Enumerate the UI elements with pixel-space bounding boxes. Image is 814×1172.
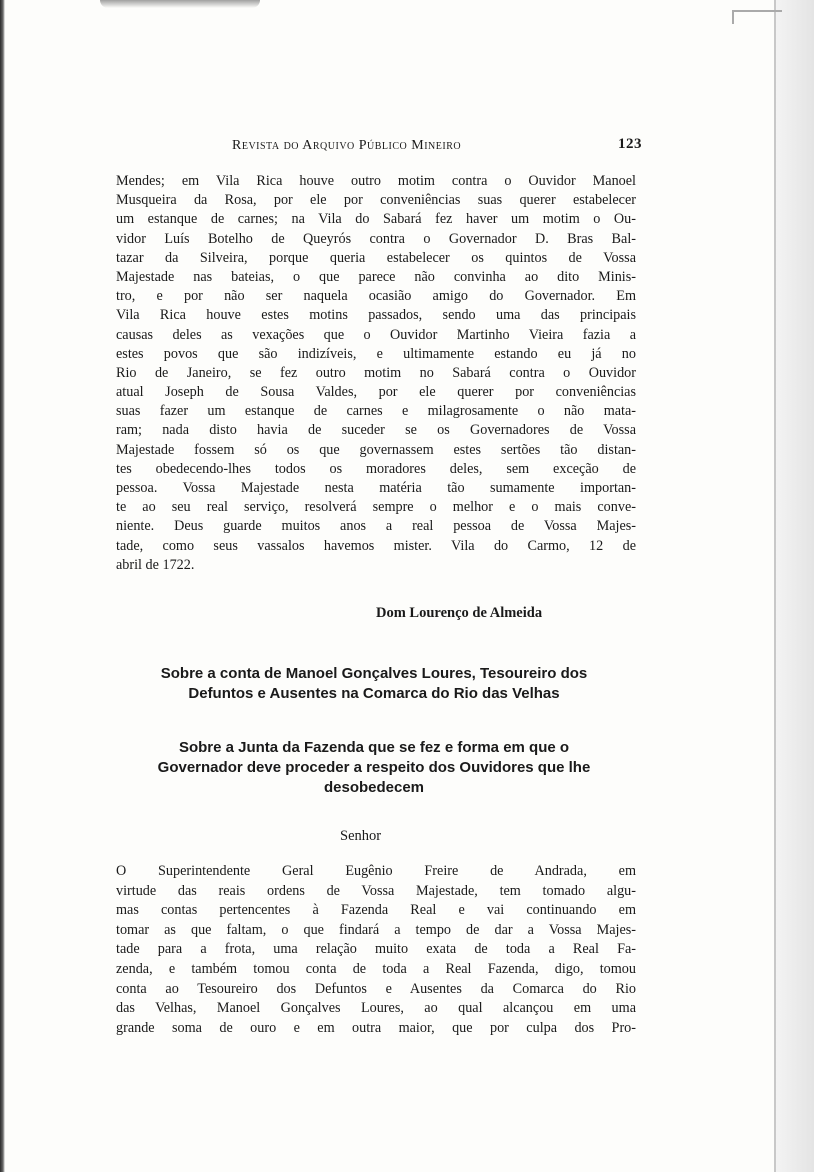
top-scan-artifact [100,0,260,8]
right-edge-shade [776,0,814,1172]
text-line: Majestade nas bateias, o que parece não convinha ao dito Minis- [116,268,636,285]
text-line: estes povos que são indizíveis, e ultimamente estando eu já no [116,345,636,362]
text-line: suas fazer um estanque de carnes e milagrosamente o não mata- [116,403,636,420]
letter-body-continued [116,172,636,575]
text-line: Mendes; em Vila Rica houve outro motim contra o Ouvidor Manoel [116,173,636,189]
text-line: tade para a frota, uma relação muito exata de toda a Real Fa- [116,941,636,958]
text-line: atual Joseph de Sousa Valdes, por ele querer por conveniências [116,384,636,401]
binding-edge-shadow [0,0,5,1172]
heading-line: desobedecem [323,779,425,796]
salutation: Senhor [340,828,382,844]
page-number: 123 [618,136,642,152]
text-line: tade, como seus vassalos havemos mister. Vila do Carmo, 12 de [116,537,636,554]
letter-body [116,862,636,1038]
text-line: um estanque de carnes; na Vila do Sabará fez haver um motim o Ou- [116,211,636,228]
text-line: ram; nada disto havia de suceder se os Governadores de Vossa [116,422,636,439]
heading-line: Defuntos e Ausentes na Comarca do Rio das Velhas [188,685,560,702]
section-heading-1 [112,664,636,704]
text-line: conta ao Tesoureiro dos Defuntos e Ausentes da Comarca do Rio [116,980,636,997]
right-edge-line [774,0,776,1172]
text-line: mas contas pertencentes à Fazenda Real e vai continuando em [116,902,636,919]
text-line: pessoa. Vossa Majestade nesta matéria tão sumamente importan- [116,480,636,496]
text-line: vidor Luís Botelho de Queyrós contra o Governador D. Bras Bal- [116,230,636,247]
text-line: grande soma de ouro e em outra maior, que por culpa dos Pro- [116,1019,636,1036]
text-line: tro, e por não ser naquela ocasião amigo do Governador. Em [116,288,636,305]
text-line: tomar as que faltam, o que findará a tempo de dar a Vossa Majes- [116,921,636,938]
heading-line: Governador deve proceder a respeito dos Ouvidores que lhe [157,759,591,776]
text-line: O Superintendente Geral Eugênio Freire de Andrada, em [116,863,636,879]
running-header [232,136,642,160]
text-line: Majestade fossem só os que governassem estes sertões tão distan- [116,441,636,458]
text-line: Rio de Janeiro, se fez outro motim no Sabará contra o Ouvidor [116,364,636,381]
text-line: tazar da Silveira, porque queria estabelecer os quintos de Vossa [116,249,636,266]
text-line: virtude das reais ordens de Vossa Majestade, tem tomado algu- [116,882,636,899]
text-line: causas deles as vexações que o Ouvidor Martinho Vieira fazia a [116,326,636,343]
text-line: niente. Deus guarde muitos anos a real pessoa de Vossa Majes- [116,518,636,535]
text-line: das Velhas, Manoel Gonçalves Loures, ao qual alcançou em uma [116,1000,636,1017]
running-title: Revista do Arquivo Público Mineiro [232,138,462,153]
section-heading-2 [112,738,636,798]
text-line: Vila Rica houve estes motins passados, sendo uma das principais [116,307,636,324]
text-line: tes obedecendo-lhes todos os moradores deles, sem exceção de [116,460,636,477]
text-line: zenda, e também tomou conta de toda a Real Fazenda, digo, tomou [116,960,636,977]
text-line: abril de 1722. [116,556,195,573]
heading-line: Sobre a Junta da Fazenda que se fez e forma em que o [178,739,570,756]
corner-scan-artifact [732,10,782,24]
text-line: Musqueira da Rosa, por ele por conveniências suas querer estabelecer [116,192,636,209]
signature: Dom Lourenço de Almeida [376,605,543,621]
heading-line: Sobre a conta de Manoel Gonçalves Loures, Tesoureiro dos [160,665,588,682]
text-line: te ao seu real serviço, resolverá sempre o melhor e o mais conve- [116,499,636,516]
